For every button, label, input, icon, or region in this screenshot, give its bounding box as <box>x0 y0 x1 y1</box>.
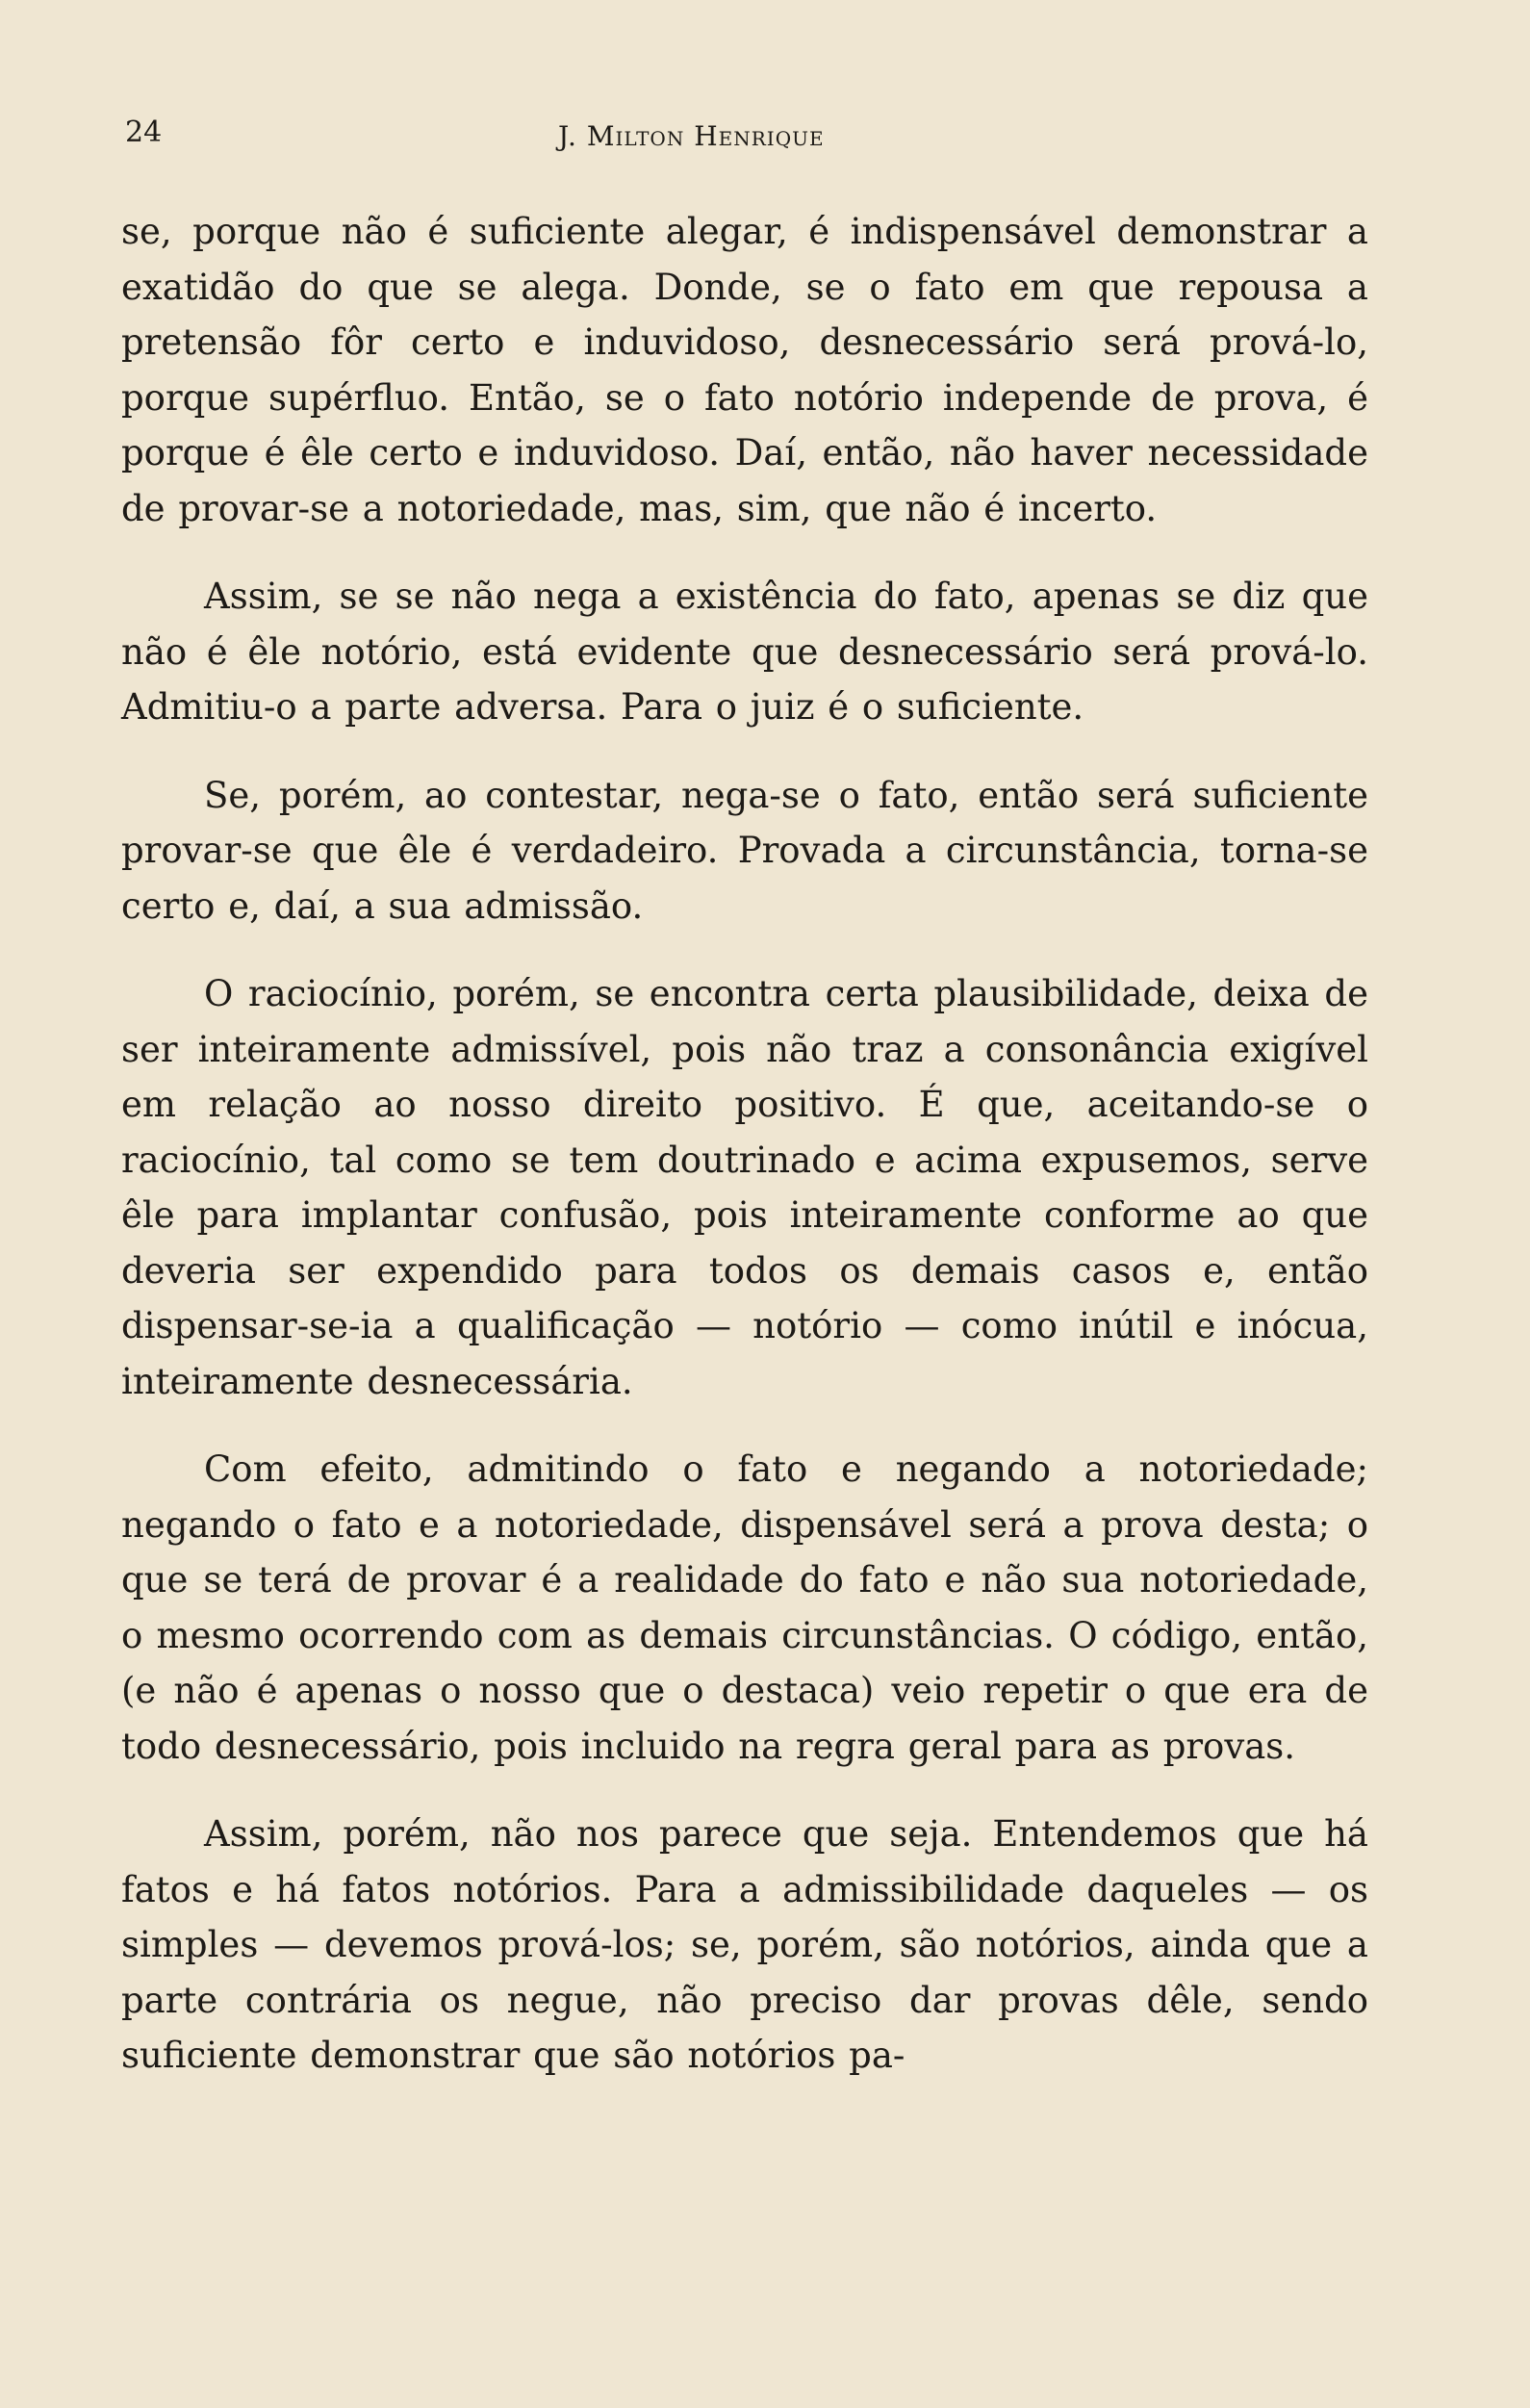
paragraph-4: O raciocínio, porém, se encontra certa plausibilidade, deixa de ser inteiramente admissível, pois não traz a consonância exigível em relação ao nosso direito positivo. É que, aceitando-se o raciocínio, tal como se tem doutrinado e acima expusemos, serve êle para implantar confusão, pois inteiramente conforme ao que deveria ser expendido para todos os demais casos e, então dispensar-se-ia a qualificação — notório — como inútil e inócua, inteiramente desnecessária. <box>121 973 1368 1402</box>
running-head <box>558 117 825 156</box>
paragraph-1: se, porque não é suficiente alegar, é indispensável demonstrar a exatidão do que se alega. Donde, se o fato em que repousa a pretensão fôr certo e induvidoso, desnecessário será prová-lo, porque supérfluo. Então, se o fato notório independe de prova, é porque é êle certo e induvidoso. Daí, então, não haver necessidade de provar-se a notoriedade, mas, sim, que não é incerto. <box>121 211 1368 529</box>
body-text <box>121 204 1368 2116</box>
page-header <box>125 114 1386 162</box>
paragraph-6: Assim, porém, não nos parece que seja. Entendemos que há fatos e há fatos notórios. Para a admissibilidade daqueles — os simples — devemos prová-los; se, porém, são notórios, ainda que a parte contrária os negue, não preciso dar provas dêle, sendo suficiente demonstrar que são notórios pa- <box>121 1813 1368 2076</box>
paragraph-2: Assim, se se não nega a existência do fato, apenas se diz que não é êle notório, está evidente que desnecessário será prová-lo. Admitiu-o a parte adversa. Para o juiz é o suficiente. <box>121 576 1368 728</box>
paragraph-3: Se, porém, ao contestar, nega-se o fato, então será suficiente provar-se que êle é verdadeiro. Provada a circunstância, torna-se certo e, daí, a sua admissão. <box>121 774 1368 927</box>
author-name: Milton Henrique <box>586 120 825 152</box>
page-number: 24 <box>125 115 163 149</box>
paragraph-5: Com efeito, admitindo o fato e negando a notoriedade; negando o fato e a notoriedade, dispensável será a prova desta; o que se terá de provar é a realidade do fato e não sua notoriedade, o mesmo ocorrendo com as demais circunstâncias. O código, então, (e não é apenas o nosso que o destaca) veio repetir o que era de todo desnecessário, pois incluido na regra geral para as provas. <box>121 1448 1368 1767</box>
author-initial: J. <box>558 120 587 152</box>
